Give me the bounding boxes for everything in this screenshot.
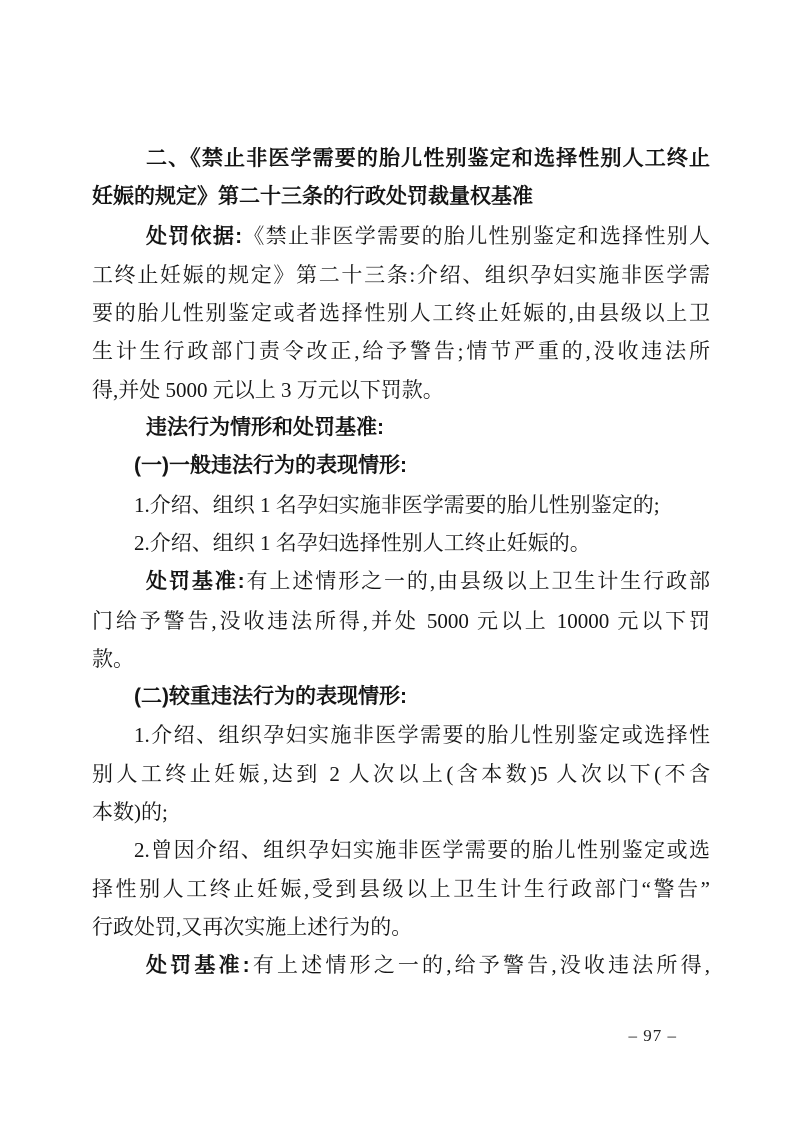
serious-penalty-label: 处罚基准: xyxy=(146,954,250,978)
general-penalty-text: 有上述情形之一的,由县级以上卫生计生行政部 xyxy=(244,569,710,594)
serious-item-1-line-2: 别人工终止妊娠,达到 2 人次以上(含本数)5 人次以下(不含 xyxy=(92,761,710,786)
penalty-basis-paragraph xyxy=(92,217,710,409)
general-penalty-line-1 xyxy=(92,562,710,601)
general-violation-title: (一)一般违法行为的表现情形: xyxy=(134,454,407,478)
general-item-2: 2.介绍、组织 1 名孕妇选择性别人工终止妊娠的。 xyxy=(134,530,591,555)
violation-section xyxy=(92,409,710,447)
serious-violation-block xyxy=(92,678,710,985)
serious-violation-title: (二)较重违法行为的表现情形: xyxy=(134,685,407,709)
serious-penalty-text: 有上述情形之一的,给予警告,没收违法所得, xyxy=(249,953,711,978)
document-body xyxy=(92,140,710,986)
penalty-basis-line-1 xyxy=(92,217,710,256)
serious-item-2-line-3: 行政处罚,又再次实施上述行为的。 xyxy=(92,914,413,939)
serious-item-1-line-3: 本数)的; xyxy=(92,800,168,825)
penalty-basis-line-2: 工终止妊娠的规定》第二十三条:介绍、组织孕妇实施非医学需 xyxy=(92,262,710,287)
heading-line-2: 妊娠的规定》第二十三条的行政处罚裁量权基准 xyxy=(92,185,533,209)
violation-section-title: 违法行为情形和处罚基准: xyxy=(146,416,384,440)
penalty-basis-line-5: 得,并处 5000 元以上 3 万元以下罚款。 xyxy=(92,377,444,402)
general-penalty-line-3: 款。 xyxy=(92,646,134,671)
serious-item-1-line-1: 1.介绍、组织孕妇实施非医学需要的胎儿性别鉴定或选择性 xyxy=(134,723,710,748)
serious-penalty-line-1 xyxy=(92,946,710,985)
penalty-basis-line-3: 要的胎儿性别鉴定或者选择性别人工终止妊娠的,由县级以上卫 xyxy=(92,301,710,326)
page-number: – 97 – xyxy=(628,1026,677,1045)
serious-item-2-line-1: 2.曾因介绍、组织孕妇实施非医学需要的胎儿性别鉴定或选 xyxy=(134,838,710,863)
penalty-basis-label: 处罚依据: xyxy=(146,224,243,248)
penalty-basis-text: 《禁止非医学需要的胎儿性别鉴定和选择性别人 xyxy=(242,223,711,248)
general-item-1: 1.介绍、组织 1 名孕妇实施非医学需要的胎儿性别鉴定的; xyxy=(134,492,660,517)
general-penalty-line-2: 门给予警告,没收违法所得,并处 5000 元以上 10000 元以下罚 xyxy=(92,608,710,633)
penalty-basis-line-4: 生计生行政部门责令改正,给予警告;情节严重的,没收违法所 xyxy=(92,339,710,364)
serious-item-2-line-2: 择性别人工终止妊娠,受到县级以上卫生计生行政部门“警告” xyxy=(92,876,710,901)
heading-line-1: 二、《禁止非医学需要的胎儿性别鉴定和选择性别人工终止 xyxy=(146,147,710,170)
general-violation-block xyxy=(92,447,710,678)
general-penalty-label: 处罚基准: xyxy=(146,570,245,594)
section-heading xyxy=(92,140,710,217)
